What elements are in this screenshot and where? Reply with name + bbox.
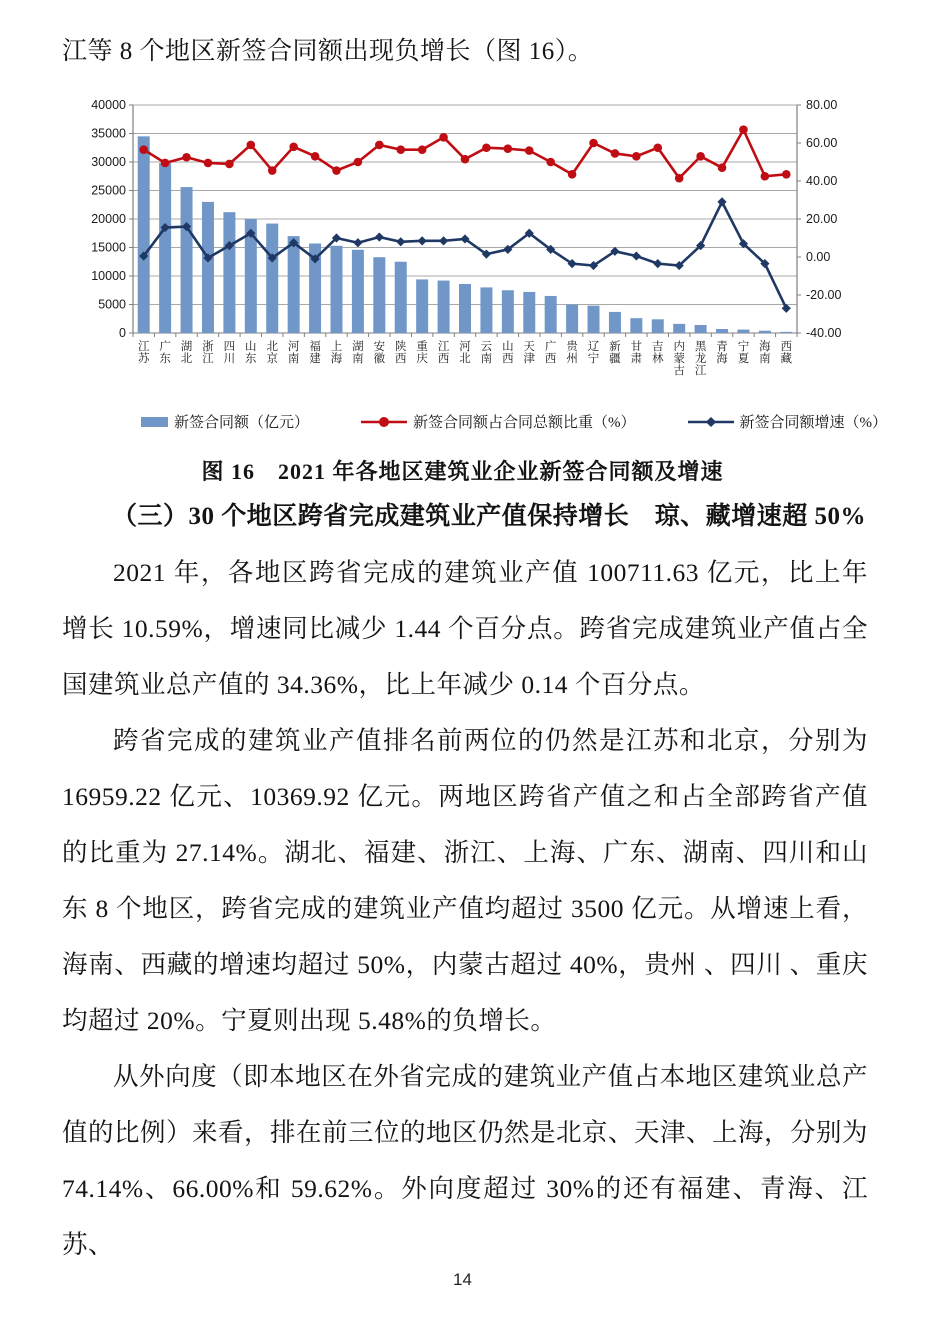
svg-text:新疆: 新疆: [609, 341, 621, 365]
body-text: [62, 545, 868, 1273]
svg-text:10000: 10000: [91, 269, 126, 283]
svg-text:湖南: 湖南: [352, 341, 364, 365]
svg-text:20.00: 20.00: [806, 212, 838, 226]
svg-text:0.00: 0.00: [806, 250, 831, 264]
red-line-dot-swatch-icon: [361, 416, 407, 428]
svg-text:上海: 上海: [330, 341, 343, 365]
legend-label-growth: 新签合同额增速（%）: [739, 415, 888, 431]
svg-text:江苏: 江苏: [137, 341, 150, 365]
svg-text:山东: 山东: [245, 341, 257, 365]
svg-text:60.00: 60.00: [806, 136, 838, 150]
svg-text:40000: 40000: [91, 98, 126, 112]
svg-text:浙江: 浙江: [202, 341, 214, 365]
svg-text:安徽: 安徽: [373, 341, 386, 365]
svg-text:15000: 15000: [91, 240, 126, 255]
svg-text:北京: 北京: [266, 341, 278, 365]
svg-text:陕西: 陕西: [394, 341, 407, 365]
svg-text:内蒙古: 内蒙古: [673, 341, 685, 377]
svg-text:20000: 20000: [91, 212, 126, 226]
svg-text:湖北: 湖北: [180, 341, 193, 365]
paragraph-2: 跨省完成的建筑业产值排名前两位的仍然是江苏和北京，分别为 16959.22 亿元、10369.92 亿元。两地区跨省产值之和占全部跨省产值的比重为 27.14%。湖北、福建、浙江、上海、广东、湖南、四川和山东 8 个地区，跨省完成的建筑业产值均超过 3500 亿元。从增速上看，海南、西藏的增速均超过 50%，内蒙古超过 40%，贵州 、四川 、重庆均超过 20%。宁夏则出现 5.48%的负增长。: [62, 726, 868, 1035]
svg-text:重庆: 重庆: [416, 341, 428, 365]
page-number: 14: [453, 1270, 472, 1289]
svg-text:江西: 江西: [437, 341, 450, 365]
figure16-plot: [85, 95, 855, 407]
svg-text:40.00: 40.00: [806, 174, 838, 188]
svg-text:35000: 35000: [91, 126, 126, 141]
svg-text:甘肃: 甘肃: [630, 341, 643, 365]
legend-item-growth: [688, 411, 888, 432]
svg-text:四川: 四川: [223, 341, 236, 365]
svg-text:30000: 30000: [91, 155, 126, 169]
svg-text:海南: 海南: [759, 341, 771, 365]
figure16-chart: [85, 95, 888, 432]
svg-text:5000: 5000: [98, 297, 126, 312]
paragraph-3: 从外向度（即本地区在外省完成的建筑业产值占本地区建筑业总产值的比例）来看，排在前三位的地区仍然是北京、天津、上海，分别为 74.14%、66.00%和 59.62%。外向度超过 30%的还有福建、青海、江苏、: [62, 1062, 869, 1259]
svg-text:辽宁: 辽宁: [587, 341, 600, 365]
section-heading: （三）30 个地区跨省完成建筑业产值保持增长 琼、藏增速超 50%: [112, 503, 867, 530]
svg-text:-40.00: -40.00: [806, 326, 842, 340]
svg-text:25000: 25000: [91, 183, 126, 198]
svg-text:黑龙江: 黑龙江: [694, 341, 707, 377]
svg-text:天津: 天津: [523, 341, 536, 365]
svg-text:广东: 广东: [159, 341, 171, 365]
intro-text: 江等 8 个地区新签合同额出现负增长（图 16）。: [62, 38, 594, 65]
legend-item-contract-amount: [141, 411, 309, 432]
chart-legend: [85, 411, 888, 432]
svg-text:-20.00: -20.00: [806, 288, 842, 302]
svg-text:福建: 福建: [309, 341, 321, 365]
navy-line-diamond-swatch-icon: [688, 416, 734, 428]
svg-text:山西: 山西: [502, 341, 514, 365]
paragraph-1: 2021 年，各地区跨省完成的建筑业产值 100711.63 亿元，比上年增长 10.59%，增速同比减少 1.44 个百分点。跨省完成建筑业产值占全国建筑业总产值的 34.36%，比上年减少 0.14 个百分点。: [62, 558, 868, 699]
bar-swatch-icon: [141, 417, 168, 427]
svg-text:贵州: 贵州: [566, 341, 578, 365]
svg-text:0: 0: [119, 326, 126, 340]
legend-label-contract-amount: 新签合同额（亿元）: [174, 415, 310, 431]
svg-text:吉林: 吉林: [652, 341, 664, 365]
svg-text:广西: 广西: [544, 341, 557, 365]
svg-text:80.00: 80.00: [806, 98, 838, 112]
legend-label-ratio: 新签合同额占合同总额比重（%）: [413, 415, 636, 431]
svg-text:河南: 河南: [287, 341, 300, 365]
svg-text:西藏: 西藏: [780, 341, 793, 365]
svg-text:河北: 河北: [459, 341, 471, 365]
svg-text:宁夏: 宁夏: [737, 341, 750, 365]
legend-item-ratio: [361, 411, 636, 432]
figure-caption: 图 16 2021 年各地区建筑业企业新签合同额及增速: [201, 459, 724, 484]
svg-text:青海: 青海: [716, 341, 728, 365]
svg-text:云南: 云南: [480, 341, 493, 365]
